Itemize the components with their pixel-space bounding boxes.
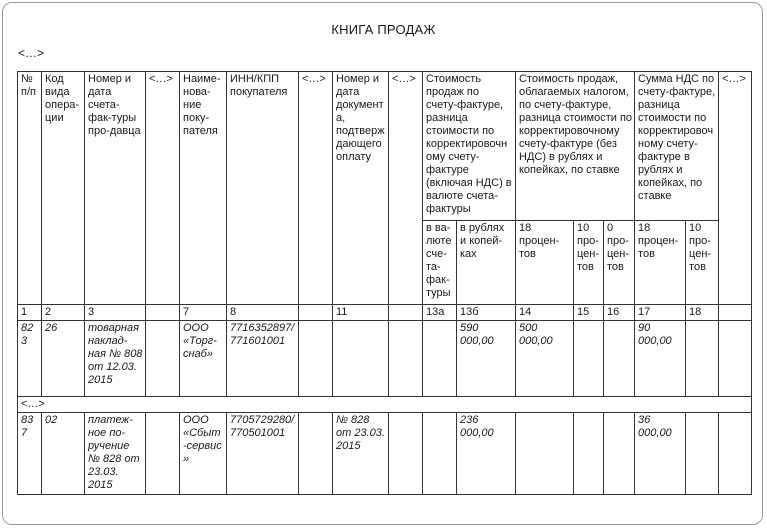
header-cost-incl-vat: Стоимость продаж по счету-фактуре, разница стоимости по корректировочному счету-фактуре (включая НДС) в валюте счета-фактуры [423, 72, 516, 221]
table-row [18, 413, 752, 495]
subheader-in-rubles: в рублях и копей-ках [457, 221, 516, 305]
row-in-currency [423, 321, 457, 397]
row-in-rubles: 236 000,00 [457, 413, 516, 495]
header-gap-1: <…> [146, 72, 180, 305]
column-number: 15 [574, 305, 604, 321]
row-op-code: 02 [42, 413, 85, 495]
row-inn: 7705729280/ 770501001 [227, 413, 299, 495]
column-number: 8 [227, 305, 299, 321]
row-in-rubles: 590 000,00 [457, 321, 516, 397]
column-number: 17 [635, 305, 686, 321]
header-op-code: Код вида опера-ции [42, 72, 85, 305]
row-buyer: ООО «Сбыт-сервис» [180, 413, 227, 495]
column-number: 18 [686, 305, 719, 321]
header-gap-2: <…> [299, 72, 333, 305]
row-gap [719, 413, 752, 495]
row-vat-18: 36 000,00 [635, 413, 686, 495]
subheader-cost-0: 0 про-цен-тов [604, 221, 635, 305]
column-number: 7 [180, 305, 227, 321]
subheader-cost-18: 18 процен-тов [516, 221, 574, 305]
column-number: 16 [604, 305, 635, 321]
column-number [299, 305, 333, 321]
header-gap-3: <…> [389, 72, 423, 305]
header-cost-excl-vat: Стоимость продаж, облагаемых налогом, по счету-фактуре, разница стоимости по корректировочному счету-фактуре (без НДС) в рублях и копейках, по ставке [516, 72, 635, 221]
row-invoice: товарная наклад-ная № 808 от 12.03. 2015 [85, 321, 146, 397]
row-in-currency [423, 413, 457, 495]
subheader-cost-10: 10 про-цен-тов [574, 221, 604, 305]
row-payment-doc: № 828 от 23.03. 2015 [333, 413, 389, 495]
subheader-in-currency: в ва-люте сче-та-фак-туры [423, 221, 457, 305]
row-gap [146, 413, 180, 495]
column-number: 1 [18, 305, 42, 321]
sales-book-table [17, 71, 752, 495]
header-inn: ИНН/КПП покупателя [227, 72, 299, 305]
row-num: 837 [18, 413, 42, 495]
table-row [18, 321, 752, 397]
row-gap [299, 321, 333, 397]
column-number: 13а [423, 305, 457, 321]
row-cost-10 [574, 321, 604, 397]
omission-mark: <…> [18, 46, 45, 60]
row-cost-18 [516, 413, 574, 495]
column-number [146, 305, 180, 321]
header-payment-doc: Номер и дата документа, подтверждающего оплату [333, 72, 389, 305]
row-cost-10 [574, 413, 604, 495]
row-buyer: ООО «Торг-снаб» [180, 321, 227, 397]
header-invoice: Номер и дата счета-фак-туры про-давца [85, 72, 146, 305]
header-buyer: Наиме-нова-ние поку-пателя [180, 72, 227, 305]
row-payment-doc [333, 321, 389, 397]
header-num: № п/п [18, 72, 42, 305]
row-inn: 7716352897/ 771601001 [227, 321, 299, 397]
row-gap [146, 321, 180, 397]
row-cost-18: 500 000,00 [516, 321, 574, 397]
row-op-code: 26 [42, 321, 85, 397]
row-cost-0 [604, 321, 635, 397]
header-vat-sum: Сумма НДС по счету-фактуре, разница стоимости по корректировочному счету-фактуре в рублях и копейках, по ставке [635, 72, 719, 221]
column-number [719, 305, 752, 321]
row-gap [299, 413, 333, 495]
column-number [389, 305, 423, 321]
column-number: 11 [333, 305, 389, 321]
row-vat-10 [686, 413, 719, 495]
column-number: 2 [42, 305, 85, 321]
subheader-vat-18: 18 процен-тов [635, 221, 686, 305]
column-number: 14 [516, 305, 574, 321]
omission-row: <…> [18, 397, 752, 413]
row-invoice: платеж-ное по-ручение № 828 от 23.03. 2015 [85, 413, 146, 495]
column-number: 13б [457, 305, 516, 321]
page-title: КНИГА ПРОДАЖ [331, 22, 436, 37]
row-gap [389, 413, 423, 495]
row-vat-18: 90 000,00 [635, 321, 686, 397]
column-number: 3 [85, 305, 146, 321]
row-num: 823 [18, 321, 42, 397]
row-gap [719, 321, 752, 397]
row-gap [389, 321, 423, 397]
header-gap-4: <…> [719, 72, 752, 305]
subheader-vat-10: 10 про-цен-тов [686, 221, 719, 305]
row-cost-0 [604, 413, 635, 495]
row-vat-10 [686, 321, 719, 397]
